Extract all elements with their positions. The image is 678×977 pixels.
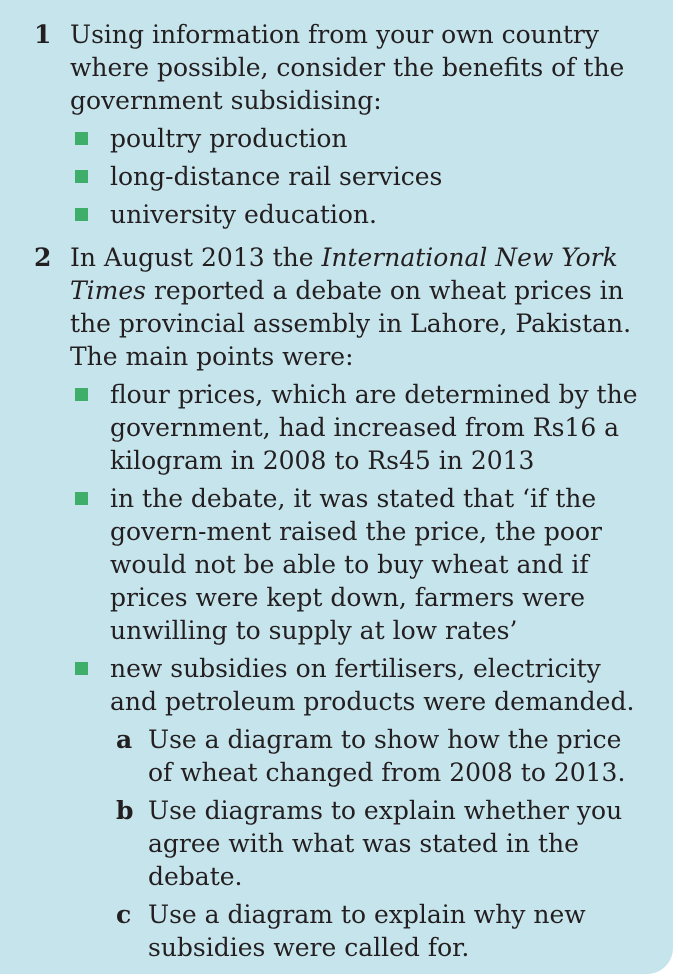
list-item xyxy=(70,160,643,193)
list-item-text: long-distance rail services xyxy=(110,162,443,191)
sub-question-text: Use a diagram to show how the price of wheat changed from 2008 to 2013. xyxy=(148,725,626,787)
list-item-text: new subsidies on fertilisers, electricity and petroleum products were demanded. xyxy=(110,654,635,716)
question-1 xyxy=(0,18,643,231)
sub-question-label: a xyxy=(116,725,133,754)
sub-question-a xyxy=(70,723,643,789)
sub-question-text: Use diagrams to explain whether you agree with what was stated in the debate. xyxy=(148,796,623,891)
list-item-text: poultry production xyxy=(110,124,348,153)
list-item-text: in the debate, it was stated that ‘if the govern-ment raised the price, the poor would not be able to buy wheat and if prices were kept down, farmers were unwilling to supply at low rates’ xyxy=(110,484,602,645)
list-item xyxy=(70,652,643,718)
question-2 xyxy=(0,241,643,964)
bullet-list xyxy=(70,378,643,718)
question-stem: Using information from your own country where possible, consider the benefits of the government subsidising: xyxy=(70,20,625,115)
square-bullet-icon xyxy=(75,208,88,221)
bullet-list xyxy=(70,122,643,231)
list-item xyxy=(70,482,643,647)
sub-question-text: Use a diagram to explain why new subsidies were called for. xyxy=(148,900,586,962)
square-bullet-icon xyxy=(75,388,88,401)
square-bullet-icon xyxy=(75,492,88,505)
publication-title: International New York Times xyxy=(70,243,618,305)
sub-question-list xyxy=(70,723,643,964)
stem-text-before: In August 2013 the xyxy=(70,243,322,272)
sub-question-c xyxy=(70,898,643,964)
list-item-text: flour prices, which are determined by the government, had increased from Rs16 a kilogram in 2008 to Rs45 in 2013 xyxy=(110,380,638,475)
list-item xyxy=(70,198,643,231)
list-item xyxy=(70,122,643,155)
sub-question-label: c xyxy=(116,900,132,929)
question-number: 1 xyxy=(34,20,52,49)
square-bullet-icon xyxy=(75,662,88,675)
sub-question-label: b xyxy=(116,796,134,825)
list-item xyxy=(70,378,643,477)
question-stem xyxy=(70,241,643,373)
list-item-text: university education. xyxy=(110,200,377,229)
square-bullet-icon xyxy=(75,170,88,183)
stem-text-after: reported a debate on wheat prices in the provincial assembly in Lahore, Pakistan. The main points were: xyxy=(70,276,632,371)
question-number: 2 xyxy=(34,243,52,272)
square-bullet-icon xyxy=(75,132,88,145)
sub-question-b xyxy=(70,794,643,893)
